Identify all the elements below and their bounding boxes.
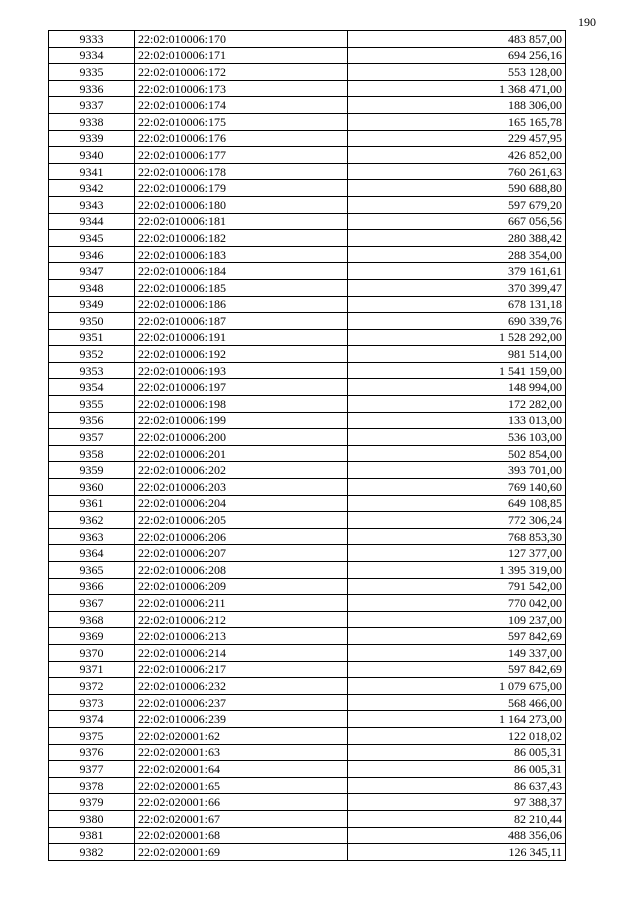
cadastral-number: 22:02:010006:174 [135, 97, 348, 114]
table-row [49, 644, 566, 661]
cadastral-number: 22:02:020001:65 [135, 777, 348, 794]
row-number: 9338 [49, 113, 135, 130]
cadastral-number: 22:02:020001:68 [135, 827, 348, 844]
cadastral-number: 22:02:010006:198 [135, 396, 348, 413]
cadastral-value: 122 018,02 [348, 727, 566, 744]
table-row [49, 628, 566, 645]
table-row [49, 761, 566, 778]
cadastral-value: 165 165,78 [348, 113, 566, 130]
cadastral-number: 22:02:010006:176 [135, 130, 348, 147]
table-row [49, 296, 566, 313]
table-row [49, 80, 566, 97]
row-number: 9357 [49, 429, 135, 446]
table-row [49, 727, 566, 744]
cadastral-value: 690 339,76 [348, 313, 566, 330]
table-row [49, 346, 566, 363]
row-number: 9341 [49, 163, 135, 180]
table-row [49, 495, 566, 512]
row-number: 9352 [49, 346, 135, 363]
row-number: 9376 [49, 744, 135, 761]
cadastral-value: 426 852,00 [348, 147, 566, 164]
table-row [49, 595, 566, 612]
table-row [49, 113, 566, 130]
cadastral-number: 22:02:020001:66 [135, 794, 348, 811]
cadastral-value: 649 108,85 [348, 495, 566, 512]
page-number: 190 [578, 15, 596, 29]
table-row [49, 562, 566, 579]
cadastral-value: 149 337,00 [348, 644, 566, 661]
row-number: 9339 [49, 130, 135, 147]
cadastral-number: 22:02:010006:178 [135, 163, 348, 180]
row-number: 9333 [49, 31, 135, 48]
cadastral-number: 22:02:010006:179 [135, 180, 348, 197]
table-row [49, 412, 566, 429]
table-row [49, 611, 566, 628]
cadastral-number: 22:02:010006:205 [135, 512, 348, 529]
cadastral-value-table [48, 30, 566, 861]
cadastral-number: 22:02:010006:211 [135, 595, 348, 612]
cadastral-value: 768 853,30 [348, 528, 566, 545]
table-row [49, 810, 566, 827]
cadastral-number: 22:02:010006:197 [135, 379, 348, 396]
table-row [49, 678, 566, 695]
row-number: 9344 [49, 213, 135, 230]
row-number: 9367 [49, 595, 135, 612]
cadastral-value: 1 528 292,00 [348, 329, 566, 346]
cadastral-value: 568 466,00 [348, 694, 566, 711]
table-row [49, 661, 566, 678]
table-row [49, 279, 566, 296]
row-number: 9347 [49, 263, 135, 280]
row-number: 9349 [49, 296, 135, 313]
cadastral-number: 22:02:010006:183 [135, 246, 348, 263]
cadastral-number: 22:02:010006:237 [135, 694, 348, 711]
cadastral-value: 280 388,42 [348, 230, 566, 247]
table-row [49, 196, 566, 213]
cadastral-number: 22:02:010006:192 [135, 346, 348, 363]
table-row [49, 777, 566, 794]
table-row [49, 163, 566, 180]
row-number: 9378 [49, 777, 135, 794]
row-number: 9363 [49, 528, 135, 545]
row-number: 9336 [49, 80, 135, 97]
row-number: 9353 [49, 362, 135, 379]
table-row [49, 711, 566, 728]
row-number: 9368 [49, 611, 135, 628]
row-number: 9340 [49, 147, 135, 164]
cadastral-value: 1 395 319,00 [348, 562, 566, 579]
row-number: 9379 [49, 794, 135, 811]
table-row [49, 64, 566, 81]
cadastral-number: 22:02:010006:191 [135, 329, 348, 346]
row-number: 9365 [49, 562, 135, 579]
table-row [49, 379, 566, 396]
cadastral-number: 22:02:010006:175 [135, 113, 348, 130]
cadastral-value: 770 042,00 [348, 595, 566, 612]
table-row [49, 213, 566, 230]
cadastral-value: 981 514,00 [348, 346, 566, 363]
row-number: 9350 [49, 313, 135, 330]
cadastral-value: 109 237,00 [348, 611, 566, 628]
cadastral-value: 597 679,20 [348, 196, 566, 213]
cadastral-number: 22:02:010006:239 [135, 711, 348, 728]
table-row [49, 47, 566, 64]
cadastral-value: 694 256,16 [348, 47, 566, 64]
cadastral-number: 22:02:010006:185 [135, 279, 348, 296]
row-number: 9362 [49, 512, 135, 529]
row-number: 9342 [49, 180, 135, 197]
table-row [49, 694, 566, 711]
cadastral-value: 127 377,00 [348, 545, 566, 562]
row-number: 9358 [49, 445, 135, 462]
cadastral-number: 22:02:010006:173 [135, 80, 348, 97]
cadastral-value: 126 345,11 [348, 844, 566, 861]
cadastral-number: 22:02:010006:202 [135, 462, 348, 479]
table-row [49, 512, 566, 529]
cadastral-number: 22:02:010006:171 [135, 47, 348, 64]
cadastral-value: 769 140,60 [348, 479, 566, 496]
table-row [49, 578, 566, 595]
cadastral-value: 82 210,44 [348, 810, 566, 827]
table-row [49, 313, 566, 330]
table-row [49, 147, 566, 164]
cadastral-value: 86 005,31 [348, 744, 566, 761]
cadastral-value: 1 079 675,00 [348, 678, 566, 695]
cadastral-value: 590 688,80 [348, 180, 566, 197]
row-number: 9373 [49, 694, 135, 711]
table-row [49, 230, 566, 247]
cadastral-number: 22:02:020001:62 [135, 727, 348, 744]
cadastral-value: 97 388,37 [348, 794, 566, 811]
row-number: 9374 [49, 711, 135, 728]
cadastral-number: 22:02:010006:182 [135, 230, 348, 247]
cadastral-value: 502 854,00 [348, 445, 566, 462]
cadastral-number: 22:02:010006:180 [135, 196, 348, 213]
cadastral-value: 597 842,69 [348, 628, 566, 645]
row-number: 9354 [49, 379, 135, 396]
cadastral-number: 22:02:010006:206 [135, 528, 348, 545]
cadastral-value: 536 103,00 [348, 429, 566, 446]
table-row [49, 31, 566, 48]
row-number: 9380 [49, 810, 135, 827]
row-number: 9351 [49, 329, 135, 346]
cadastral-number: 22:02:010006:200 [135, 429, 348, 446]
cadastral-number: 22:02:010006:213 [135, 628, 348, 645]
cadastral-value: 597 842,69 [348, 661, 566, 678]
cadastral-number: 22:02:010006:187 [135, 313, 348, 330]
row-number: 9356 [49, 412, 135, 429]
cadastral-value: 483 857,00 [348, 31, 566, 48]
row-number: 9381 [49, 827, 135, 844]
table-row [49, 827, 566, 844]
table-row [49, 545, 566, 562]
cadastral-value: 678 131,18 [348, 296, 566, 313]
table-row [49, 180, 566, 197]
cadastral-value: 1 164 273,00 [348, 711, 566, 728]
table-row [49, 263, 566, 280]
cadastral-value: 393 701,00 [348, 462, 566, 479]
table-row [49, 462, 566, 479]
cadastral-number: 22:02:010006:214 [135, 644, 348, 661]
row-number: 9345 [49, 230, 135, 247]
cadastral-value: 791 542,00 [348, 578, 566, 595]
table-row [49, 362, 566, 379]
row-number: 9377 [49, 761, 135, 778]
cadastral-value: 772 306,24 [348, 512, 566, 529]
row-number: 9334 [49, 47, 135, 64]
cadastral-number: 22:02:010006:212 [135, 611, 348, 628]
row-number: 9337 [49, 97, 135, 114]
cadastral-value: 288 354,00 [348, 246, 566, 263]
row-number: 9343 [49, 196, 135, 213]
cadastral-value: 133 013,00 [348, 412, 566, 429]
cadastral-number: 22:02:010006:184 [135, 263, 348, 280]
row-number: 9366 [49, 578, 135, 595]
cadastral-value: 488 356,06 [348, 827, 566, 844]
table-row [49, 844, 566, 861]
cadastral-number: 22:02:010006:170 [135, 31, 348, 48]
table-row [49, 744, 566, 761]
cadastral-number: 22:02:010006:172 [135, 64, 348, 81]
row-number: 9372 [49, 678, 135, 695]
cadastral-value: 1 541 159,00 [348, 362, 566, 379]
row-number: 9361 [49, 495, 135, 512]
table-row [49, 445, 566, 462]
cadastral-value: 1 368 471,00 [348, 80, 566, 97]
table-row [49, 246, 566, 263]
cadastral-value: 370 399,47 [348, 279, 566, 296]
table-row [49, 528, 566, 545]
cadastral-number: 22:02:010006:208 [135, 562, 348, 579]
cadastral-number: 22:02:020001:69 [135, 844, 348, 861]
cadastral-value: 86 637,43 [348, 777, 566, 794]
table-row [49, 479, 566, 496]
row-number: 9364 [49, 545, 135, 562]
cadastral-value: 379 161,61 [348, 263, 566, 280]
row-number: 9355 [49, 396, 135, 413]
cadastral-number: 22:02:010006:181 [135, 213, 348, 230]
cadastral-value: 667 056,56 [348, 213, 566, 230]
cadastral-number: 22:02:010006:209 [135, 578, 348, 595]
cadastral-number: 22:02:020001:64 [135, 761, 348, 778]
cadastral-value: 172 282,00 [348, 396, 566, 413]
cadastral-number: 22:02:010006:217 [135, 661, 348, 678]
table-row [49, 429, 566, 446]
cadastral-value: 229 457,95 [348, 130, 566, 147]
row-number: 9370 [49, 644, 135, 661]
cadastral-value: 188 306,00 [348, 97, 566, 114]
cadastral-value: 553 128,00 [348, 64, 566, 81]
row-number: 9369 [49, 628, 135, 645]
cadastral-number: 22:02:010006:207 [135, 545, 348, 562]
cadastral-number: 22:02:010006:193 [135, 362, 348, 379]
table-row [49, 794, 566, 811]
cadastral-number: 22:02:010006:232 [135, 678, 348, 695]
cadastral-number: 22:02:010006:204 [135, 495, 348, 512]
table-row [49, 130, 566, 147]
row-number: 9371 [49, 661, 135, 678]
cadastral-number: 22:02:010006:203 [135, 479, 348, 496]
row-number: 9360 [49, 479, 135, 496]
cadastral-number: 22:02:010006:201 [135, 445, 348, 462]
cadastral-number: 22:02:010006:177 [135, 147, 348, 164]
row-number: 9359 [49, 462, 135, 479]
table-row [49, 329, 566, 346]
table-body [49, 31, 566, 861]
table-row [49, 97, 566, 114]
row-number: 9348 [49, 279, 135, 296]
row-number: 9375 [49, 727, 135, 744]
table-row [49, 396, 566, 413]
cadastral-number: 22:02:010006:199 [135, 412, 348, 429]
cadastral-number: 22:02:020001:63 [135, 744, 348, 761]
row-number: 9346 [49, 246, 135, 263]
cadastral-value: 86 005,31 [348, 761, 566, 778]
cadastral-number: 22:02:010006:186 [135, 296, 348, 313]
cadastral-number: 22:02:020001:67 [135, 810, 348, 827]
row-number: 9382 [49, 844, 135, 861]
cadastral-value: 760 261,63 [348, 163, 566, 180]
cadastral-value: 148 994,00 [348, 379, 566, 396]
row-number: 9335 [49, 64, 135, 81]
